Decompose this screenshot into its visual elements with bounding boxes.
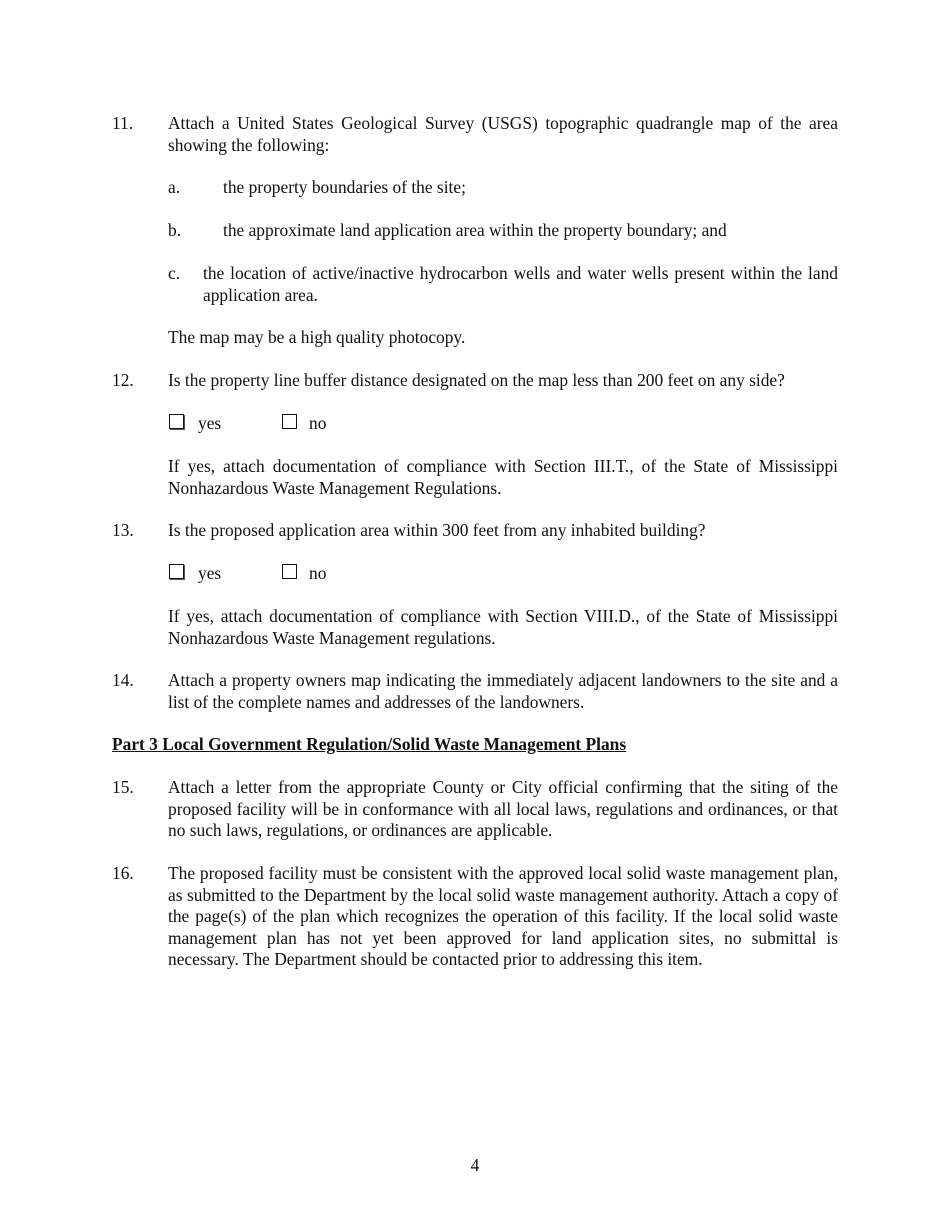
item-11-sub-a-letter: a.: [168, 177, 181, 197]
item-11-note: The map may be a high quality photocopy.: [168, 327, 466, 347]
item-13-yes-label: yes: [198, 563, 222, 583]
item-13-number: 13.: [112, 520, 134, 540]
item-15-text: Attach a letter from the appropriate County or City official confirming that the siting of the proposed facility will be in conformance with all local laws, regulations and ordinances, or that no such laws, regulations, or ordinances are applicable.: [168, 777, 838, 840]
item-11-sub-b-letter: b.: [168, 220, 182, 240]
part-3-heading: Part 3 Local Government Regulation/Solid Waste Management Plans: [112, 734, 627, 754]
item-13-note: If yes, attach documentation of compliance with Section VIII.D., of the State of Mississippi Nonhazardous Waste Management regulations.: [168, 606, 838, 648]
page-number: 4: [470, 1155, 480, 1175]
item-12-text: Is the property line buffer distance designated on the map less than 200 feet on any side?: [168, 370, 785, 390]
item-11-text: Attach a United States Geological Survey (USGS) topographic quadrangle map of the area showing the following:: [168, 113, 838, 155]
item-12-note: If yes, attach documentation of compliance with Section III.T., of the State of Mississippi Nonhazardous Waste Management Regulations.: [168, 456, 838, 498]
item-15-number: 15.: [112, 777, 134, 797]
item-13-text: Is the proposed application area within 300 feet from any inhabited building?: [168, 520, 706, 540]
item-11-sub-c-letter: c.: [168, 263, 181, 283]
item-11-number: 11.: [112, 113, 134, 133]
item-13-no-checkbox[interactable]: [282, 564, 297, 579]
item-12-no-label: no: [309, 413, 327, 433]
item-12-yes-label: yes: [198, 413, 222, 433]
item-11-sub-b-text: the approximate land application area within the property boundary; and: [223, 220, 727, 240]
item-11-sub-c-text: the location of active/inactive hydrocarbon wells and water wells present within the land application area.: [203, 263, 838, 305]
item-13-no-label: no: [309, 563, 327, 583]
item-11-sub-a-text: the property boundaries of the site;: [223, 177, 466, 197]
item-16-text: The proposed facility must be consistent with the approved local solid waste management plan, as submitted to the Department by the local solid waste management authority. Attach a copy of the page(s) of the plan which recognizes the operation of this facility. If the local solid waste management plan has not yet been approved for land application sites, no submittal is necessary. The Department should be contacted prior to addressing this item.: [168, 863, 838, 969]
item-12-no-checkbox[interactable]: [282, 414, 297, 429]
item-14-number: 14.: [112, 670, 134, 690]
item-16-number: 16.: [112, 863, 134, 883]
item-12-yes-checkbox[interactable]: [169, 414, 184, 429]
item-13-yes-checkbox[interactable]: [169, 564, 184, 579]
item-12-number: 12.: [112, 370, 134, 390]
item-14-text: Attach a property owners map indicating the immediately adjacent landowners to the site and a list of the complete names and addresses of the landowners.: [168, 670, 838, 712]
